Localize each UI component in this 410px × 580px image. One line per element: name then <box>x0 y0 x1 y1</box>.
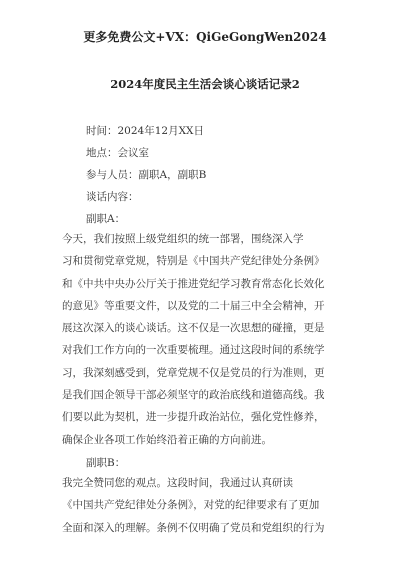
paragraph-line: 的意见》等重要文件，以及党的二十届三中全会精神，开 <box>62 299 325 312</box>
meeting-participants: 参与人员：副职A，副职B <box>86 169 207 181</box>
paragraph-line: 今天，我们按照上级党组织的统一部署，围绕深入学 <box>62 233 304 245</box>
promo-banner: 更多免费公文+VX：QiGeGongWen2024 <box>83 30 327 44</box>
paragraph-line: 和《中共中央办公厅关于推进党纪学习教育常态化长效化 <box>62 277 325 290</box>
speaker-a-label: 副职A： <box>86 213 126 225</box>
paragraph-line: 我完全赞同您的观点。这段时间，我通过认真研读 <box>62 477 293 489</box>
paragraph-line: 《中国共产党纪律处分条例》，对党的纪律要求有了更加 <box>62 499 320 512</box>
paragraph-a <box>62 228 354 451</box>
paragraph-line: 习，我深刻感受到，党章党规不仅是党员的行为准则，更 <box>62 366 325 379</box>
paragraph-line: 是我们国企领导干部必须坚守的政治底线和道德高线。我 <box>62 389 325 402</box>
paragraph-line: 对我们工作方向的一次重要梳理。通过这段时间的系统学 <box>62 344 325 357</box>
document-title: 2024年度民主生活会谈心谈话记录2 <box>110 77 300 91</box>
meeting-location: 地点：会议室 <box>86 147 149 159</box>
meeting-time: 时间：2024年12月XX日 <box>86 125 205 137</box>
paragraph-line: 确保企业各项工作始终沿着正确的方向前进。 <box>62 433 272 446</box>
speaker-b-label: 副职B： <box>86 457 126 469</box>
paragraph-line: 习和贯彻党章党规，特别是《中国共产党纪律处分条例》 <box>62 255 325 268</box>
content-label: 谈话内容： <box>86 191 139 203</box>
paragraph-line: 全面和深入的理解。条例不仅明确了党员和党组织的行为 <box>62 521 325 534</box>
paragraph-b <box>62 472 354 539</box>
paragraph-line: 们要以此为契机，进一步提升政治站位，强化党性修养， <box>62 411 325 424</box>
paragraph-line: 展这次深入的谈心谈话。这不仅是一次思想的碰撞，更是 <box>62 322 325 335</box>
